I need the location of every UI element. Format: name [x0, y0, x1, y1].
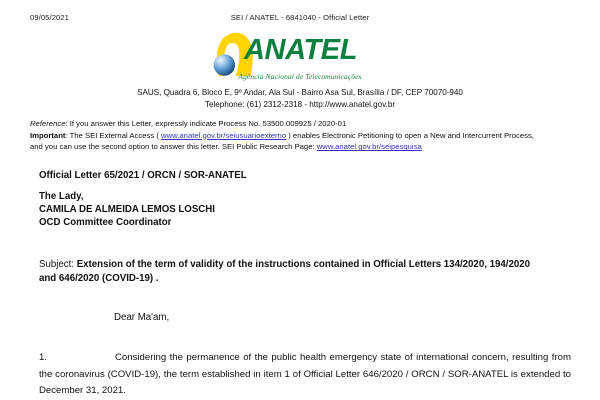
recipient-role: OCD Committee Coordinator: [39, 217, 172, 229]
reference-text: : If you answer this Letter, expressly indicate Process No. 53500.009925 / 2020-01: [65, 119, 347, 128]
sei-public-research-link[interactable]: www.anatel.gov.br/seipesquisa: [316, 142, 422, 152]
important-line: [30, 130, 546, 153]
greeting: Dear Ma'am,: [114, 312, 170, 323]
paragraph-number: 1.: [39, 352, 48, 363]
letter-reference-title: Official Letter 65/2021 / ORCN / SOR-ANATEL: [39, 170, 247, 181]
important-text-part1: : The SEI External Access (: [65, 130, 162, 140]
header-document-title: SEI / ANATEL - 6841040 - Official Letter: [230, 13, 370, 22]
reference-line: [30, 118, 546, 130]
important-label: Important: [30, 130, 66, 140]
paragraph-text: Considering the permanence of the public health emergency state of international concern, resulting from the coronavirus (COVID-19), the term established in item 1 of Official Letter 646/2020 / ORCN / SOR-ANATEL is extended to December 31, 2021.: [39, 352, 571, 396]
subject-text: Extension of the term of validity of the instructions contained in Official Letters 134/2020, 194/2020 and 646/2020 (COVID-19) .: [39, 259, 530, 284]
agency-address: SAUS, Quadra 6, Bloco E, 9º Andar, Ala Sul - Bairro Asa Sul, Brasília / DF, CEP 70070-940: [137, 88, 463, 97]
agency-contact: Telephone: (61) 2312-2318 - http://www.anatel.gov.br: [204, 100, 396, 109]
header-date: 09/05/2021: [30, 13, 70, 22]
subject-label: Subject:: [39, 259, 77, 270]
reference-label: Reference: [30, 119, 66, 128]
agency-tagline: Agência Nacional de Telecomunicações: [238, 72, 362, 81]
important-text-part2: ) enables Electronic Petitioning to open a New and Intercurrent Process, and you can use the second option to answer this letter. SEI Public Research Page:: [30, 130, 534, 152]
body-paragraph-1: [39, 350, 571, 400]
recipient-name: CAMILA DE ALMEIDA LEMOS LOSCHI: [39, 204, 215, 216]
recipient-block: [39, 190, 215, 230]
recipient-salutation: The Lady,: [39, 191, 84, 202]
subject-block: [39, 258, 547, 286]
anatel-wordmark: ANATEL: [244, 34, 358, 66]
notes-block: [30, 118, 546, 153]
sei-external-access-link[interactable]: www.anatel.gov.br/seiusuarioexterno: [161, 130, 287, 140]
